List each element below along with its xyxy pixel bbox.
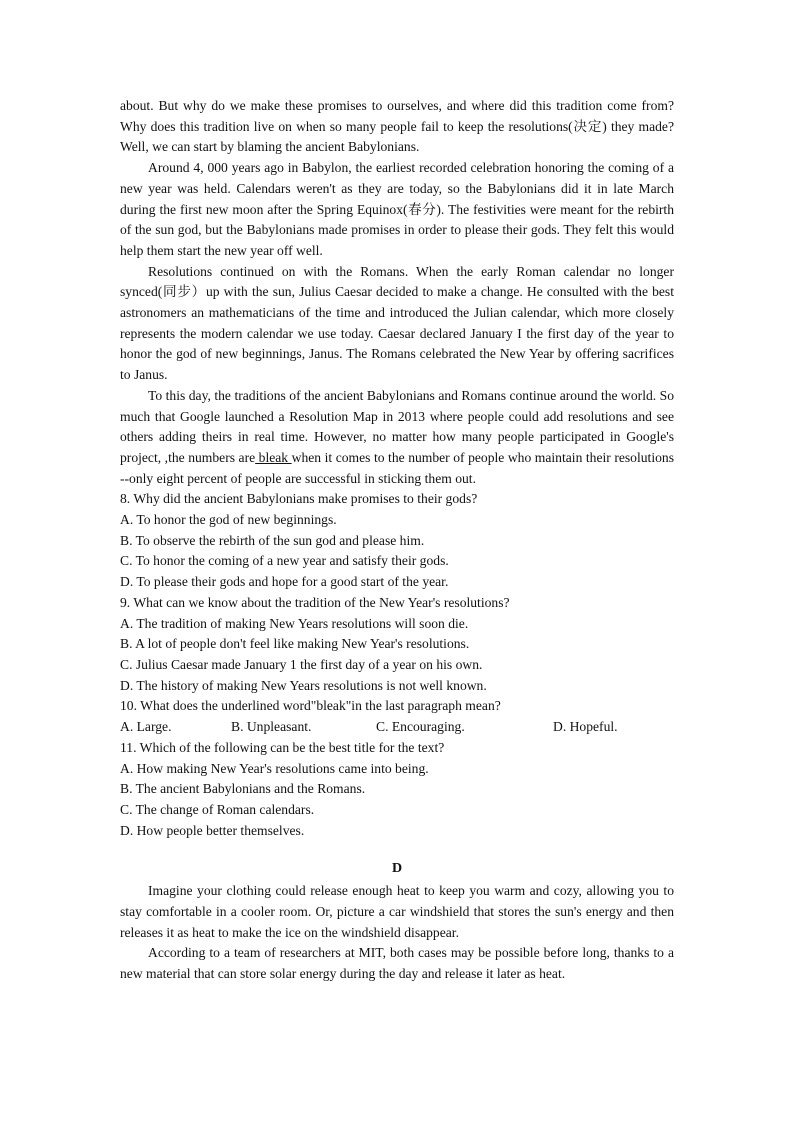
option-d: D. To please their gods and hope for a good start of the year. [120,574,449,590]
passage-c-paragraph-2: Around 4, 000 years ago in Babylon, the earliest recorded celebration honoring the coming of a new year was held. Calendars weren't as they are today, so the Babylonians did it in late March during the first new moon after the Spring Equinox(春分). The festivities were meant for the rebirth of the sun god, but the Babylonians made promises in order to please their gods. They felt this would help them start the new year off well. [120,160,674,258]
option-a: A. How making New Year's resolutions came into being. [120,760,429,776]
question-stem: 9. What can we know about the tradition of the New Year's resolutions? [120,594,510,610]
options-row [120,717,674,738]
option-b: B. A lot of people don't feel like making New Year's resolutions. [120,636,470,652]
passage-c-paragraph-1: about. But why do we make these promises to ourselves, and where did this tradition come from? Why does this tradition live on when so many people fail to keep the resolutions(决定) they made? Well, we can start by blaming the ancient Babylonians. [120,98,674,155]
passage-d-paragraph-1: Imagine your clothing could release enough heat to keep you warm and cozy, allowing you to stay comfortable in a cooler room. Or, picture a car windshield that stores the sun's energy and then releases it as heat to make the ice on the windshield disappear. [120,883,674,940]
question-9 [120,593,674,697]
option-b: B. Unpleasant. [231,719,312,735]
option-a: A. To honor the god of new beginnings. [120,512,337,528]
question-8 [120,489,674,593]
underlined-word-bleak: bleak [255,449,292,465]
passage-d-paragraph-2: According to a team of researchers at MIT, both cases may be possible before long, thanks to a new material that can store solar energy during the day and release it later as heat. [120,945,674,982]
option-b: B. The ancient Babylonians and the Romans. [120,781,366,797]
option-c: C. To honor the coming of a new year and satisfy their gods. [120,553,449,569]
option-c: C. Julius Caesar made January 1 the first day of a year on his own. [120,656,483,672]
option-c: C. The change of Roman calendars. [120,801,315,817]
question-stem: 10. What does the underlined word"bleak"in the last paragraph mean? [120,698,501,714]
option-c: C. Encouraging. [376,719,465,735]
paragraph-4-text-before: To this day, the traditions of the ancient Babylonians and Romans continue around the world. So much that Google launched a Resolution Map in 2013 where people could add resolutions and see others adding theirs in real time. However, no matter how many people participated in Google's project, ,the numbers are [120,387,674,465]
document-page [120,96,674,985]
question-11 [120,738,674,842]
question-stem: 8. Why did the ancient Babylonians make promises to their gods? [120,491,478,507]
passage-c-paragraph-4 [120,386,674,490]
question-stem: 11. Which of the following can be the best title for the text? [120,739,445,755]
passage-c-paragraph-3: Resolutions continued on with the Romans. When the early Roman calendar no longer synced(同步）up with the sun, Julius Caesar decided to make a change. He consulted with the best astronomers an mathematicians of the time and introduced the Julian calendar, which more closely represents the modern calendar we use today. Caesar declared January I the first day of the year to honor the god of new beginnings, Janus. The Romans celebrated the New Year by offering sacrifices to Janus. [120,263,674,383]
option-a: A. The tradition of making New Years resolutions will soon die. [120,615,469,631]
option-d: D. How people better themselves. [120,822,305,838]
option-a: A. Large. [120,719,172,735]
option-d: D. The history of making New Years resolutions is not well known. [120,677,487,693]
option-b: B. To observe the rebirth of the sun god and please him. [120,532,425,548]
paragraph-4-text-after: when it comes to the number of people who maintain their resolutions --only eight percent of people are successful in sticking them out. [120,449,674,486]
passage-d-heading: D [391,861,403,877]
option-d: D. Hopeful. [553,719,618,735]
question-10 [120,696,674,737]
